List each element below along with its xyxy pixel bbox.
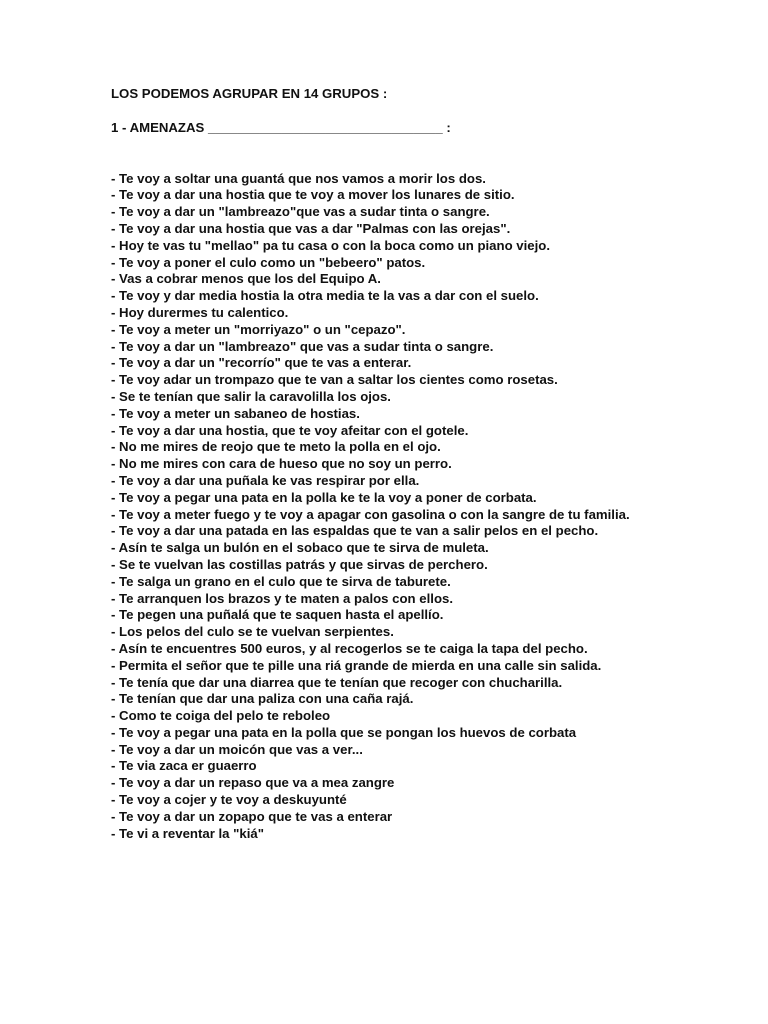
list-item: - Te voy a dar una hostia, que te voy afeitar con el gotele. <box>111 422 469 438</box>
list-item: - Te tenían que dar una paliza con una caña rajá. <box>111 691 414 707</box>
list-item: - Te voy adar un trompazo que te van a saltar los cientes como rosetas. <box>111 372 558 388</box>
list-item: - Te voy a meter un sabaneo de hostias. <box>111 405 360 421</box>
list-item: - No me mires con cara de hueso que no soy un perro. <box>111 456 452 472</box>
list-item: - Los pelos del culo se te vuelvan serpientes. <box>111 624 394 640</box>
list-item: - Vas a cobrar menos que los del Equipo A. <box>111 271 381 287</box>
list-item: - Te voy a pegar una pata en la polla que se pongan los huevos de corbata <box>111 724 577 740</box>
list-item: - Se te tenían que salir la caravolilla los ojos. <box>111 388 391 404</box>
list-item: - Asín te salga un bulón en el sobaco que te sirva de muleta. <box>111 540 489 556</box>
list-item: - Permita el señor que te pille una riá grande de mierda en una calle sin salida. <box>111 657 602 673</box>
list-item: - Te voy a meter fuego y te voy a apagar con gasolina o con la sangre de tu familia. <box>111 506 630 522</box>
list-item: - Te voy a meter un "morriyazo" o un "cepazo". <box>111 321 406 337</box>
list-item: - Te voy a dar una hostia que vas a dar "Palmas con las orejas". <box>111 220 511 236</box>
list-item: - Te voy y dar media hostia la otra media te la vas a dar con el suelo. <box>111 288 539 304</box>
list-item: - Te voy a cojer y te voy a deskuyunté <box>111 792 347 808</box>
list-item: - Te voy a dar un "lambreazo"que vas a sudar tinta o sangre. <box>111 204 490 220</box>
list-item: - Te pegen una puñalá que te saquen hasta el apellío. <box>111 607 444 623</box>
list-item: - Te via zaca er guaerro <box>111 758 257 774</box>
list-item: - Te voy a poner el culo como un "bebeero" patos. <box>111 254 426 270</box>
list-item: - Se te vuelvan las costillas patrás y que sirvas de perchero. <box>111 556 488 572</box>
list-item: - Te voy a dar un repaso que va a mea zangre <box>111 775 395 791</box>
list-item: - Hoy te vas tu "mellao" pa tu casa o con la boca como un piano viejo. <box>111 237 550 253</box>
group-title-amenazas: 1 - AMENAZAS ________________________________ : <box>111 119 451 135</box>
list-item: - Hoy durermes tu calentico. <box>111 304 289 320</box>
list-item: - Te voy a dar un "recorrío" que te vas a enterar. <box>111 355 412 371</box>
document-page <box>111 86 671 842</box>
list-item: - Asín te encuentres 500 euros, y al recogerlos se te caiga la tapa del pecho. <box>111 640 588 656</box>
list-item: - Como te coiga del pelo te reboleo <box>111 708 331 724</box>
list-item: - Te voy a soltar una guantá que nos vamos a morir los dos. <box>111 170 486 186</box>
list-item: - Te voy a dar una hostia que te voy a mover los lunares de sitio. <box>111 187 515 203</box>
list-item: - Te voy a dar un moicón que vas a ver... <box>111 741 363 757</box>
list-item: - Te voy a dar una puñala ke vas respirar por ella. <box>111 472 420 488</box>
list-item: - Te tenía que dar una diarrea que te tenían que recoger con chucharilla. <box>111 674 563 690</box>
document-heading: LOS PODEMOS AGRUPAR EN 14 GRUPOS : <box>111 86 388 101</box>
list-item: - Te vi a reventar la "kiá" <box>111 825 265 841</box>
list-item: - Te arranquen los brazos y te maten a palos con ellos. <box>111 590 453 606</box>
list-item: - Te voy a dar un "lambreazo" que vas a sudar tinta o sangre. <box>111 338 494 354</box>
list-item: - Te voy a dar una patada en las espaldas que te van a salir pelos en el pecho. <box>111 523 599 539</box>
list-item: - Te voy a dar un zopapo que te vas a enterar <box>111 808 393 824</box>
list-item: - Te salga un grano en el culo que te sirva de taburete. <box>111 573 451 589</box>
threats-list <box>111 171 671 843</box>
list-item: - Te voy a pegar una pata en la polla ke te la voy a poner de corbata. <box>111 489 537 505</box>
list-item: - No me mires de reojo que te meto la polla en el ojo. <box>111 439 441 455</box>
